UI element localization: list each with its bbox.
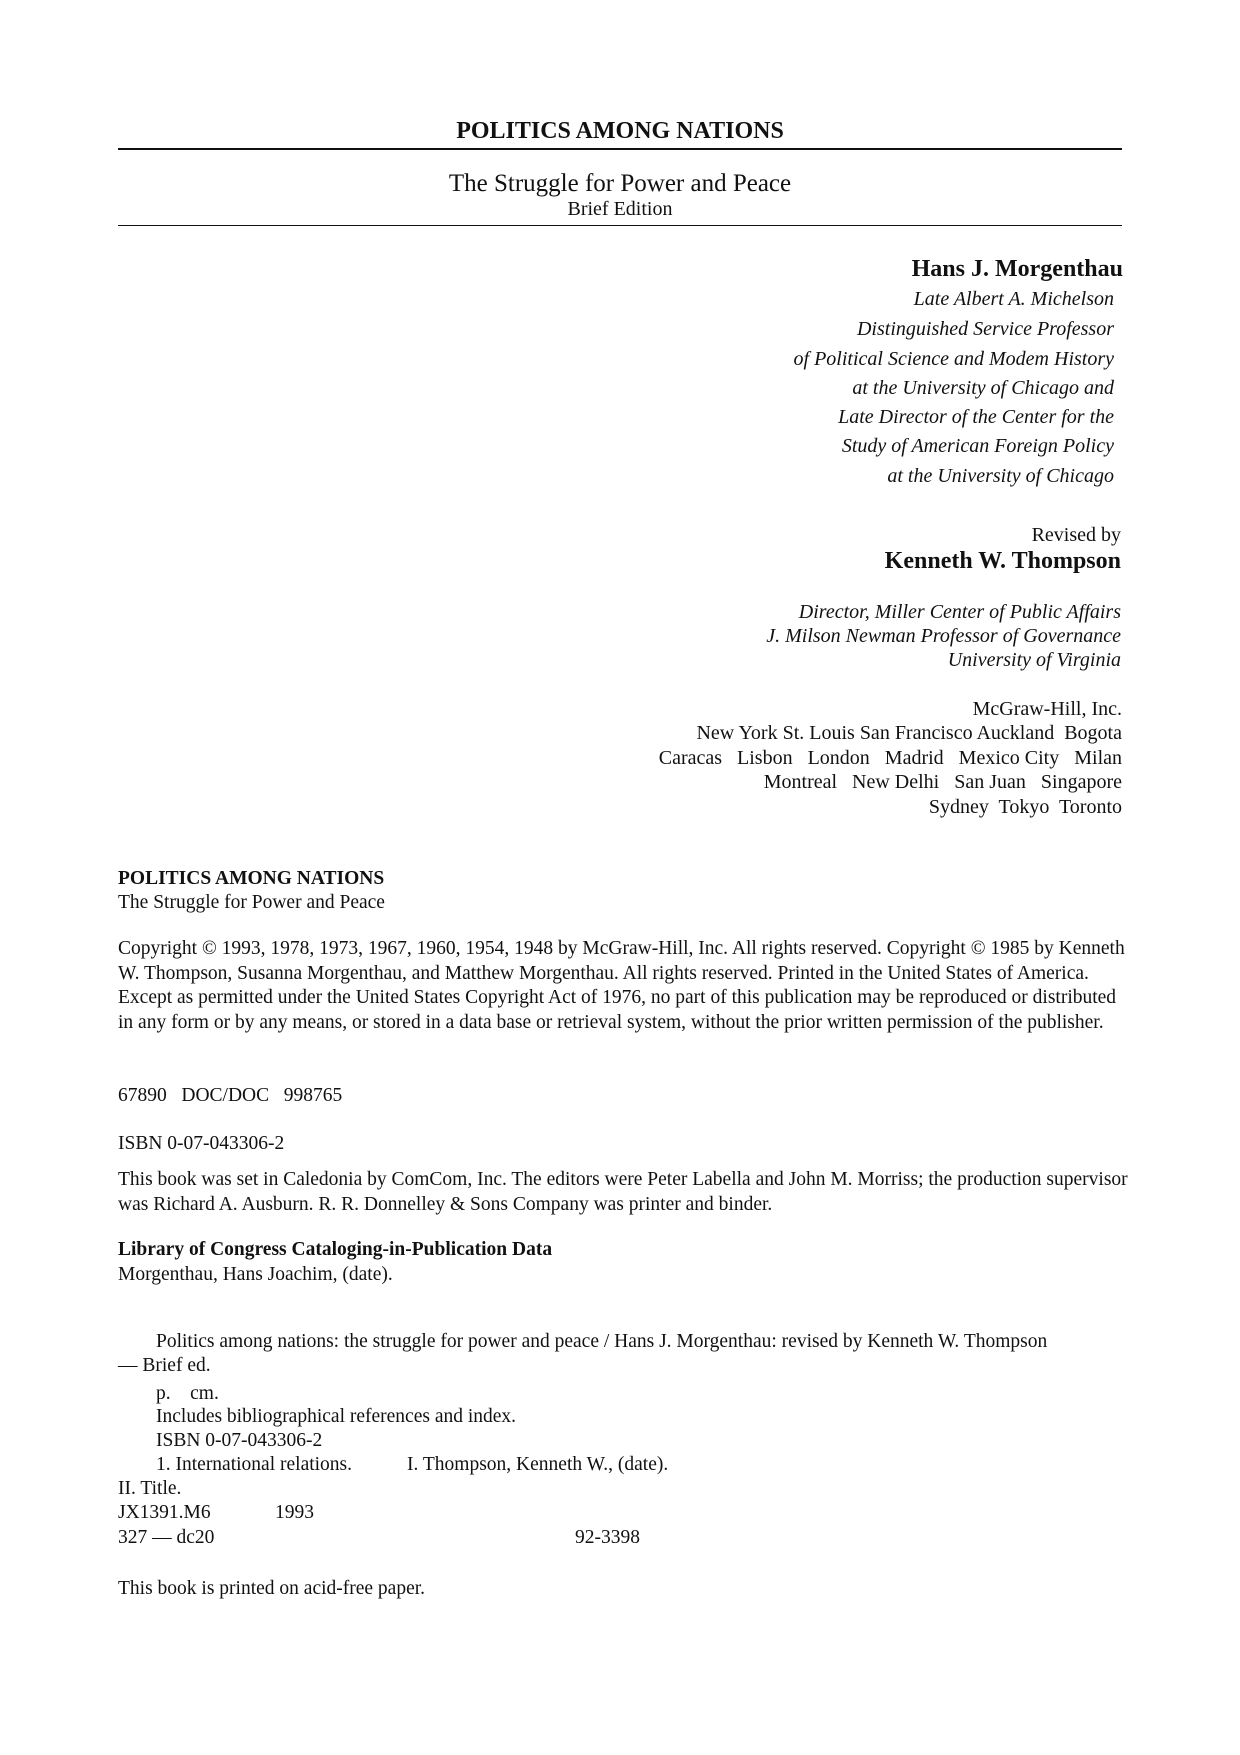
- cip-year: 1993: [275, 1502, 314, 1523]
- copyright-text: Copyright © 1993, 1978, 1973, 1967, 1960, 1954, 1948 by McGraw-Hill, Inc. All rights reserved. Copyright © 1985 by Kenneth W. Thompson, Susanna Morgenthau, and Matthew Morgenthau. All rights reserved. Printed in the United States of America. Except as permitted under the United States Copyright Act of 1976, no part of this publication may be reproduced or distributed in any form or by any means, or stored in a data base or retrieval system, without the prior written permission of the publisher.: [118, 938, 1125, 1033]
- cip-dewey: 327 — dc20: [118, 1527, 215, 1548]
- author-affiliation-line: Distinguished Service Professor: [856, 318, 1114, 340]
- publisher-cities-line: Sydney Tokyo Toronto: [928, 796, 1122, 818]
- isbn: ISBN 0-07-043306-2: [118, 1133, 285, 1154]
- publisher-cities-line: Caracas Lisbon London Madrid Mexico City Milan: [658, 747, 1122, 769]
- reviser-affiliation-line: J. Milson Newman Professor of Governance: [766, 625, 1121, 647]
- copyright-page-subtitle: The Struggle for Power and Peace: [118, 892, 385, 913]
- edition-label: Brief Edition: [567, 198, 673, 220]
- cip-control-number: 92-3398: [575, 1527, 640, 1548]
- book-subtitle: The Struggle for Power and Peace: [448, 170, 792, 197]
- author-affiliation-line: Study of American Foreign Policy: [841, 435, 1114, 457]
- production-note: This book was set in Caledonia by ComCom, Inc. The editors were Peter Labella and John M. Morriss; the production supervisor was Richard A. Ausburn. R. R. Donnelley & Sons Company was printer and binder.: [118, 1169, 1128, 1215]
- publisher-cities-line: Montreal New Delhi San Juan Singapore: [763, 771, 1122, 793]
- author-affiliation-line: Late Albert A. Michelson: [913, 288, 1114, 310]
- author-affiliation-line: Late Director of the Center for the: [838, 406, 1114, 428]
- reviser-name: Kenneth W. Thompson: [884, 548, 1121, 574]
- publisher-cities-line: New York St. Louis San Francisco Auckland Bogota: [696, 722, 1122, 744]
- title-rule: [118, 148, 1122, 150]
- cip-title-entry: II. Title.: [118, 1478, 182, 1499]
- cip-added-entry: I. Thompson, Kenneth W., (date).: [407, 1454, 669, 1475]
- author-affiliation-line: at the University of Chicago and: [852, 377, 1114, 399]
- subtitle-rule: [118, 225, 1122, 226]
- cip-lc-class: JX1391.M6: [118, 1502, 211, 1523]
- paper-note: This book is printed on acid-free paper.: [118, 1578, 426, 1599]
- author-affiliation-line: at the University of Chicago: [887, 465, 1114, 487]
- author-name: Hans J. Morgenthau: [911, 256, 1123, 282]
- book-title: POLITICS AMONG NATIONS: [456, 118, 784, 144]
- author-affiliation-line: of Political Science and Modem History: [793, 348, 1114, 370]
- cip-subject: 1. International relations.: [156, 1454, 353, 1475]
- cip-title-line: Politics among nations: the struggle for power and peace / Hans J. Morgenthau: revised by Kenneth W. Thompson: [156, 1331, 1048, 1352]
- reviser-affiliation-line: Director, Miller Center of Public Affairs: [798, 601, 1121, 623]
- cip-includes: Includes bibliographical references and index.: [156, 1406, 517, 1427]
- cip-heading: Library of Congress Cataloging-in-Publication Data: [118, 1239, 553, 1260]
- cip-isbn: ISBN 0-07-043306-2: [156, 1430, 323, 1451]
- publisher-name: McGraw-Hill, Inc.: [972, 698, 1122, 720]
- cip-author: Morgenthau, Hans Joachim, (date).: [118, 1264, 393, 1285]
- print-line: 67890 DOC/DOC 998765: [118, 1085, 343, 1106]
- copyright-page-title: POLITICS AMONG NATIONS: [118, 868, 385, 889]
- cip-pages: p. cm.: [156, 1383, 219, 1404]
- revised-by-label: Revised by: [1031, 524, 1121, 546]
- reviser-affiliation-line: University of Virginia: [947, 649, 1121, 671]
- cip-title-line: — Brief ed.: [118, 1355, 211, 1376]
